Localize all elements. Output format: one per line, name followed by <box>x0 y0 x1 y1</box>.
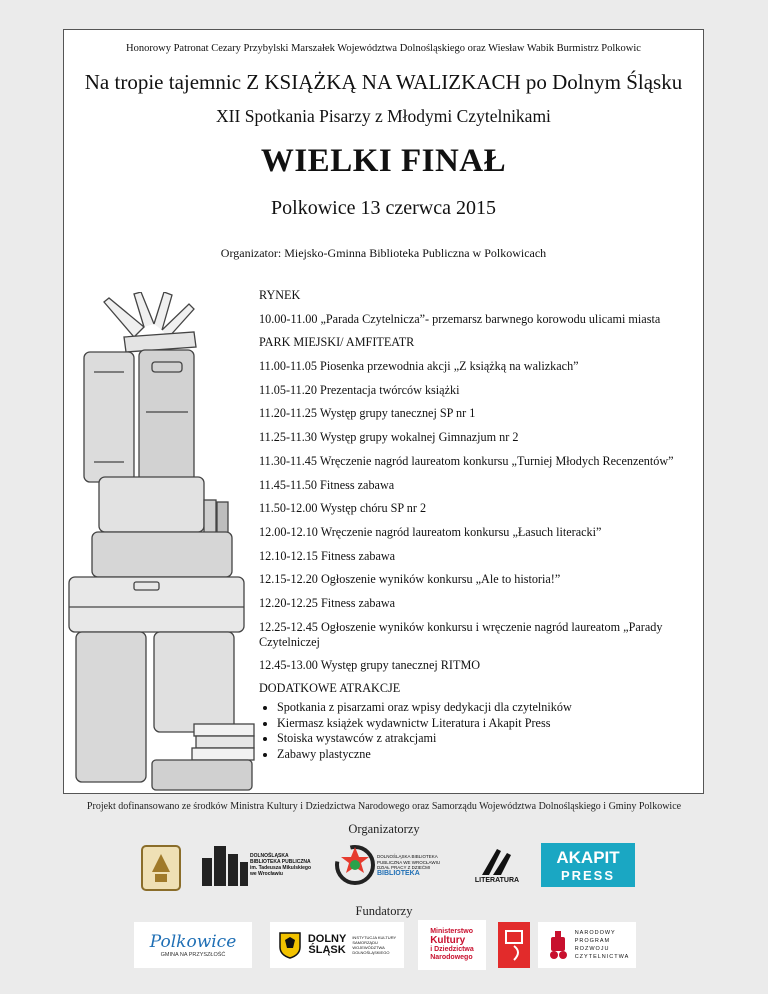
sponsors-heading: Fundatorzy <box>355 904 413 918</box>
polkowice-sub: GMINA NA PRZYSZŁOŚĆ <box>160 952 226 958</box>
event-subtitle: XII Spotkania Pisarzy z Młodymi Czytelnikami <box>216 106 551 126</box>
schedule-line: 11.05-11.20 Prezentacja twórców książki <box>259 382 460 397</box>
list-item: • Spotkania z pisarzami oraz wpisy dedykacji dla czytelników <box>277 700 704 716</box>
ministry-line-1: Ministerstwo <box>430 928 473 935</box>
instytucja-line-1: INSTYTUCJA KULTURY <box>352 935 397 940</box>
schedule <box>259 288 704 762</box>
schedule-line: 11.25-11.30 Występ grupy wokalnej Gimnazjum nr 2 <box>259 430 519 445</box>
bsd-line-2: PUBLICZNA WE WROCŁAWIU <box>377 859 441 865</box>
akapit-text: AKAPIT <box>556 847 620 867</box>
npr-line-1: NARODOWY <box>574 930 616 936</box>
dbp-line-2: BIBLIOTEKA PUBLICZNA <box>250 859 311 865</box>
organizers-heading: Organizatorzy <box>348 822 420 836</box>
library-seal-logo <box>138 842 184 894</box>
ministry-line-4: Narodowego <box>430 954 473 961</box>
schedule-line: 12.15-12.20 Ogłoszenie wyników konkursu „Ale to historia!” <box>259 572 561 587</box>
npr-line-3: ROZWOJU <box>574 946 610 952</box>
bsd-line-3: DZIAŁ PRACY Z DZIEĆMI <box>377 865 431 870</box>
slask-text: ŚLĄSK <box>308 944 346 956</box>
schedule-line: 11.50-12.00 Występ chóru SP nr 2 <box>259 501 427 516</box>
attractions-heading: DODATKOWE ATRAKCJE <box>259 681 401 696</box>
polkowice-text: Polkowice <box>149 932 237 952</box>
polkowice-logo <box>134 922 252 968</box>
schedule-line: RYNEK <box>259 288 301 302</box>
bsd-name: BIBLIOTEKA <box>377 869 420 877</box>
literatura-logo <box>467 842 527 888</box>
footer <box>0 794 768 994</box>
schedule-line: 11.20-11.25 Występ grupy tanecznej SP nr 1 <box>259 406 476 421</box>
dbp-wroclaw-logo <box>200 842 318 888</box>
patronage-text: Honorowy Patronat Cezary Przybylski Marszałek Województwa Dolnośląskiego oraz Wiesław Wabik Burmistrz Polkowic <box>126 43 641 54</box>
culture-pl-logo <box>498 922 530 968</box>
list-item: • Stoiska wystawców z atrakcjami <box>277 731 704 747</box>
ministry-culture-logo <box>418 920 486 970</box>
instytucja-line-4: DOLNOŚLĄSKIEGO <box>352 950 390 955</box>
schedule-line: 10.00-11.00 „Parada Czytelnicza”- przemarsz barwnego korowodu ulicami miasta <box>259 311 661 326</box>
schedule-line: 12.25-12.45 Ogłoszenie wyników konkursu i wręczenie nagród laureatom „Parady Czytelniczej <box>259 619 663 649</box>
poster <box>63 29 704 794</box>
schedule-line: 11.30-11.45 Wręczenie nagród laureatom konkursu „Turniej Młodych Recenzentów” <box>259 453 674 468</box>
attractions-list <box>277 700 704 762</box>
suitcases-illustration <box>64 292 264 792</box>
list-item: • Zabawy plastyczne <box>277 747 704 763</box>
organizer-text: Organizator: Miejsko-Gminna Biblioteka Publiczna w Polkowicach <box>220 246 547 260</box>
dolny-slask-logo <box>270 922 404 968</box>
schedule-line: 11.00-11.05 Piosenka przewodnia akcji „Z książką na walizkach” <box>259 359 579 374</box>
list-item: • Kiermasz książek wydawnictw Literatura i Akapit Press <box>277 716 704 732</box>
ministry-line-3: i Dziedzictwa <box>430 946 474 953</box>
akapit-press-logo <box>541 843 635 887</box>
event-date: Polkowice 13 czerwca 2015 <box>271 197 496 219</box>
event-headline: WIELKI FINAŁ <box>260 143 507 179</box>
children-library-logo <box>333 840 455 890</box>
npr-line-4: CZYTELNICTWA <box>574 954 630 960</box>
schedule-line: 12.20-12.25 Fitness zabawa <box>259 595 396 610</box>
bsd-line-1: DOLNOŚLĄSKA BIBLIOTEKA <box>377 854 438 859</box>
literatura-text: LITERATURA <box>474 876 520 884</box>
schedule-line: 12.10-12.15 Fitness zabawa <box>259 548 396 563</box>
dbp-line-4: we Wrocławiu <box>250 871 283 877</box>
funding-text: Projekt dofinansowano ze środków Ministra Kultury i Dziedzictwa Narodowego oraz Samorządu Województwa Dolnośląskiego i Gminy Polkowice <box>86 801 682 812</box>
schedule-line: PARK MIEJSKI/ AMFITEATR <box>259 335 415 350</box>
schedule-line: 12.45-13.00 Występ grupy tanecznej RITMO <box>259 657 481 672</box>
instytucja-line-3: WOJEWÓDZTWA <box>352 945 385 950</box>
schedule-line: 11.45-11.50 Fitness zabawa <box>259 477 395 492</box>
npr-logo <box>538 922 636 968</box>
instytucja-line-2: SAMORZĄDU <box>352 940 378 945</box>
ministry-line-2: Kultury <box>430 935 466 946</box>
dbp-line-1: DOLNOŚLĄSKA <box>250 853 289 859</box>
event-title: Na tropie tajemnic Z KSIĄŻKĄ NA WALIZKACH po Dolnym Śląsku <box>84 70 683 94</box>
npr-line-2: PROGRAM <box>574 938 611 944</box>
schedule-line: 12.00-12.10 Wręczenie nagród laureatom konkursu „Łasuch literacki” <box>259 524 602 539</box>
dbp-line-3: im. Tadeusza Mikulskiego <box>250 865 312 871</box>
press-text: PRESS <box>560 867 616 883</box>
dolny-text: DOLNY <box>307 933 347 945</box>
